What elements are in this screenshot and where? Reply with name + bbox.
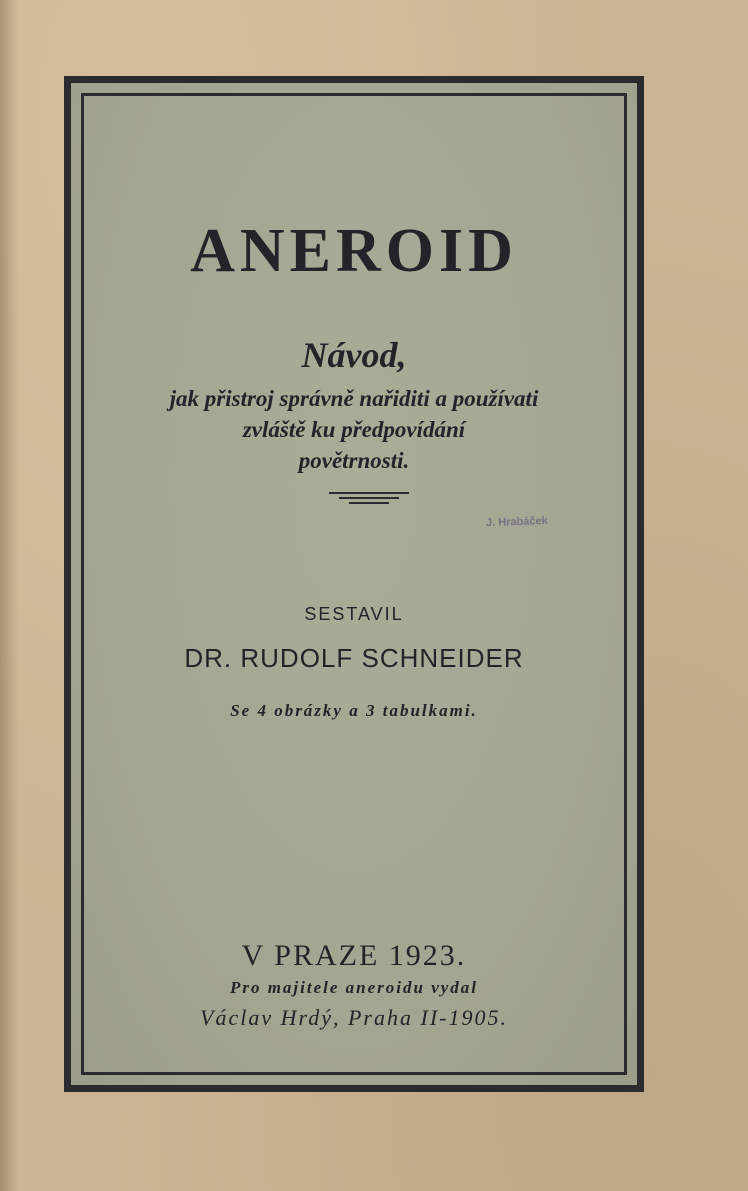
subtitle-line: jak přistroj správně nařiditi a používati	[169, 386, 539, 411]
publisher-line: Pro majitele aneroidu vydal	[229, 978, 479, 997]
owner-stamp: J. Hrabáček	[485, 514, 548, 530]
spine-shadow	[0, 0, 18, 1191]
cover-outer-frame	[64, 76, 644, 1092]
publisher-name: Václav Hrdý, Praha II-1905.	[200, 1005, 508, 1030]
book-title: ANEROID	[190, 217, 518, 285]
cover-inner-frame	[81, 93, 627, 1075]
subtitle-line: zvláště ku předpovídání	[242, 417, 466, 442]
illustrations-note: Se 4 obrázky a 3 tabulkami.	[230, 701, 478, 720]
place-and-year: V PRAZE 1923.	[241, 939, 467, 972]
subtitle-heading: Návod,	[301, 335, 407, 375]
subtitle-line: povětrnosti.	[298, 448, 410, 473]
ornamental-rule	[329, 492, 409, 504]
compiled-by-label: SESTAVIL	[304, 604, 404, 624]
subtitle-body	[84, 383, 624, 476]
author-name: DR. RUDOLF SCHNEIDER	[184, 643, 524, 673]
